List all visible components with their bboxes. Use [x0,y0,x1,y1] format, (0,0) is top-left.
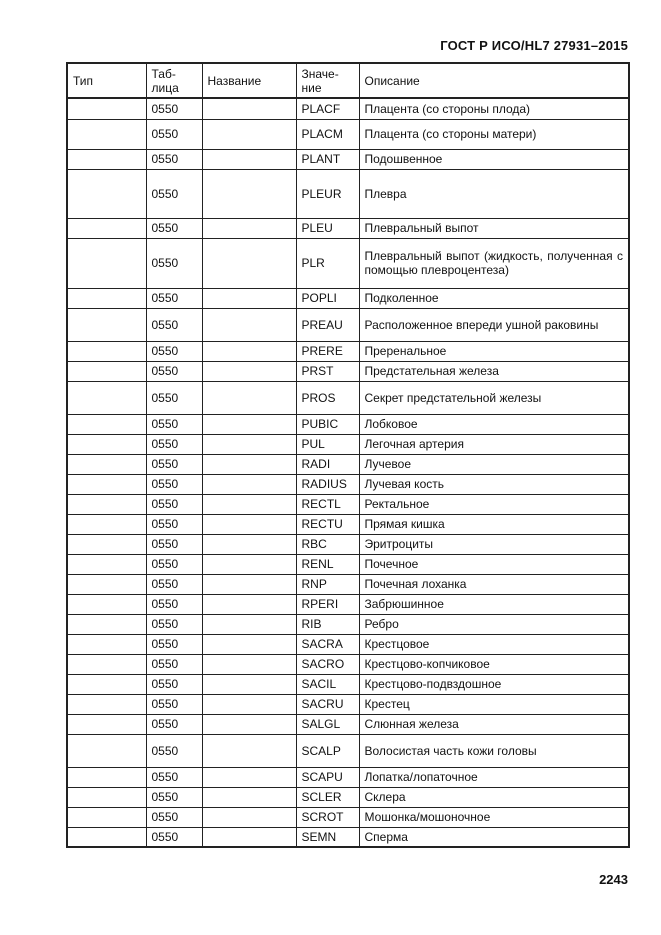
cell-table: 0550 [146,787,202,807]
cell-value: RENL [296,554,359,574]
code-table [66,62,630,848]
cell-value: SACRA [296,634,359,654]
cell-name [202,434,296,454]
cell-value: PLR [296,238,359,288]
cell-type [67,288,146,308]
cell-description: Крестцово-копчиковое [359,654,629,674]
cell-description: Плацента (со стороны плода) [359,98,629,119]
cell-value: SEMN [296,827,359,847]
cell-name [202,98,296,119]
table-row [67,714,629,734]
cell-description: Сперма [359,827,629,847]
cell-table: 0550 [146,149,202,169]
cell-table: 0550 [146,494,202,514]
cell-value: PREAU [296,308,359,341]
cell-name [202,381,296,414]
cell-type [67,634,146,654]
cell-type [67,654,146,674]
cell-name [202,308,296,341]
cell-table: 0550 [146,714,202,734]
cell-name [202,767,296,787]
cell-value: PLEUR [296,169,359,218]
cell-value: PRST [296,361,359,381]
table-row [67,807,629,827]
cell-value: SACRU [296,694,359,714]
cell-value: PLEU [296,218,359,238]
cell-name [202,574,296,594]
cell-description: Ректальное [359,494,629,514]
cell-type [67,574,146,594]
table-row [67,238,629,288]
table-row [67,288,629,308]
cell-table: 0550 [146,734,202,767]
cell-type [67,169,146,218]
cell-table: 0550 [146,381,202,414]
table-row [67,694,629,714]
cell-type [67,554,146,574]
cell-description: Волосистая часть кожи головы [359,734,629,767]
cell-type [67,454,146,474]
cell-value: POPLI [296,288,359,308]
cell-type [67,308,146,341]
cell-name [202,474,296,494]
cell-type [67,614,146,634]
column-header-value: Значе- ние [296,63,359,98]
table-row [67,594,629,614]
cell-type [67,98,146,119]
cell-type [67,119,146,149]
cell-name [202,361,296,381]
table-row [67,554,629,574]
cell-type [67,494,146,514]
cell-value: RIB [296,614,359,634]
cell-table: 0550 [146,634,202,654]
cell-type [67,414,146,434]
table-row [67,119,629,149]
cell-table: 0550 [146,827,202,847]
cell-type [67,218,146,238]
cell-description: Лопатка/лопаточное [359,767,629,787]
table-row [67,614,629,634]
cell-description: Плевральный выпот (жидкость, полученная с помощью плевроцентеза) [359,238,629,288]
cell-table: 0550 [146,807,202,827]
cell-type [67,827,146,847]
column-header-name: Название [202,63,296,98]
cell-description: Мошонка/мошоночное [359,807,629,827]
table-row [67,787,629,807]
cell-name [202,288,296,308]
cell-table: 0550 [146,169,202,218]
cell-description: Крестцовое [359,634,629,654]
cell-description: Ребро [359,614,629,634]
cell-description: Крестцово-подвздошное [359,674,629,694]
cell-type [67,434,146,454]
cell-table: 0550 [146,514,202,534]
cell-value: RADI [296,454,359,474]
table-row [67,149,629,169]
cell-type [67,787,146,807]
table-row [67,169,629,218]
cell-description: Почечное [359,554,629,574]
cell-table: 0550 [146,308,202,341]
cell-type [67,381,146,414]
table-row [67,414,629,434]
cell-type [67,361,146,381]
cell-table: 0550 [146,654,202,674]
table-row [67,494,629,514]
cell-name [202,414,296,434]
cell-table: 0550 [146,361,202,381]
table-row [67,534,629,554]
cell-value: PRERE [296,341,359,361]
cell-table: 0550 [146,288,202,308]
table-row [67,381,629,414]
cell-description: Прямая кишка [359,514,629,534]
cell-value: SACRO [296,654,359,674]
table-row [67,218,629,238]
cell-type [67,149,146,169]
cell-type [67,514,146,534]
cell-type [67,674,146,694]
table-row [67,514,629,534]
cell-value: RECTU [296,514,359,534]
cell-name [202,218,296,238]
cell-value: RPERI [296,594,359,614]
cell-table: 0550 [146,434,202,454]
page-number: 2243 [599,872,628,887]
cell-name [202,238,296,288]
cell-table: 0550 [146,767,202,787]
cell-type [67,734,146,767]
cell-value: RADIUS [296,474,359,494]
column-header-description: Описание [359,63,629,98]
cell-description: Плевра [359,169,629,218]
cell-value: PROS [296,381,359,414]
cell-table: 0550 [146,98,202,119]
cell-name [202,554,296,574]
table-row [67,734,629,767]
table-header-row [67,63,629,98]
cell-name [202,594,296,614]
cell-description: Подколенное [359,288,629,308]
table-row [67,654,629,674]
cell-description: Забрюшинное [359,594,629,614]
cell-type [67,474,146,494]
cell-value: RNP [296,574,359,594]
cell-value: RECTL [296,494,359,514]
cell-type [67,341,146,361]
cell-description: Лучевая кость [359,474,629,494]
cell-name [202,807,296,827]
cell-description: Слюнная железа [359,714,629,734]
cell-description: Плевральный выпот [359,218,629,238]
column-header-table: Таб- лица [146,63,202,98]
cell-table: 0550 [146,341,202,361]
cell-name [202,514,296,534]
column-header-type: Тип [67,63,146,98]
cell-name [202,654,296,674]
cell-description: Расположенное впереди ушной раковины [359,308,629,341]
cell-name [202,634,296,654]
cell-name [202,827,296,847]
table-row [67,341,629,361]
cell-type [67,594,146,614]
cell-value: PUBIC [296,414,359,434]
document-header: ГОСТ Р ИСО/HL7 27931–2015 [440,38,628,53]
table-row [67,454,629,474]
cell-name [202,149,296,169]
cell-description: Эритроциты [359,534,629,554]
cell-description: Почечная лоханка [359,574,629,594]
cell-value: PLANT [296,149,359,169]
table-row [67,674,629,694]
table-body [67,98,629,847]
table-row [67,98,629,119]
cell-value: SALGL [296,714,359,734]
cell-name [202,454,296,474]
table-row [67,308,629,341]
cell-type [67,238,146,288]
cell-description: Секрет предстательной железы [359,381,629,414]
cell-table: 0550 [146,119,202,149]
cell-table: 0550 [146,474,202,494]
cell-type [67,694,146,714]
cell-name [202,534,296,554]
cell-table: 0550 [146,594,202,614]
cell-value: SCAPU [296,767,359,787]
cell-table: 0550 [146,674,202,694]
table-row [67,827,629,847]
cell-name [202,787,296,807]
cell-table: 0550 [146,554,202,574]
cell-name [202,169,296,218]
cell-description: Склера [359,787,629,807]
cell-value: RBC [296,534,359,554]
cell-table: 0550 [146,694,202,714]
cell-type [67,714,146,734]
cell-value: PUL [296,434,359,454]
table-row [67,574,629,594]
cell-description: Плацента (со стороны матери) [359,119,629,149]
cell-type [67,767,146,787]
cell-name [202,694,296,714]
cell-name [202,494,296,514]
table-row [67,634,629,654]
cell-description: Подошвенное [359,149,629,169]
cell-description: Легочная артерия [359,434,629,454]
cell-table: 0550 [146,454,202,474]
cell-table: 0550 [146,414,202,434]
cell-table: 0550 [146,534,202,554]
cell-description: Предстательная железа [359,361,629,381]
cell-value: SACIL [296,674,359,694]
cell-description: Крестец [359,694,629,714]
cell-name [202,119,296,149]
cell-name [202,614,296,634]
cell-table: 0550 [146,574,202,594]
cell-type [67,534,146,554]
cell-name [202,734,296,767]
cell-value: SCLER [296,787,359,807]
cell-value: PLACM [296,119,359,149]
cell-type [67,807,146,827]
cell-description: Преренальное [359,341,629,361]
cell-name [202,714,296,734]
table-row [67,767,629,787]
cell-name [202,674,296,694]
cell-value: PLACF [296,98,359,119]
cell-value: SCALP [296,734,359,767]
table-row [67,474,629,494]
cell-value: SCROT [296,807,359,827]
cell-table: 0550 [146,238,202,288]
cell-description: Лучевое [359,454,629,474]
cell-table: 0550 [146,614,202,634]
cell-description: Лобковое [359,414,629,434]
table-row [67,361,629,381]
cell-table: 0550 [146,218,202,238]
table-row [67,434,629,454]
cell-name [202,341,296,361]
